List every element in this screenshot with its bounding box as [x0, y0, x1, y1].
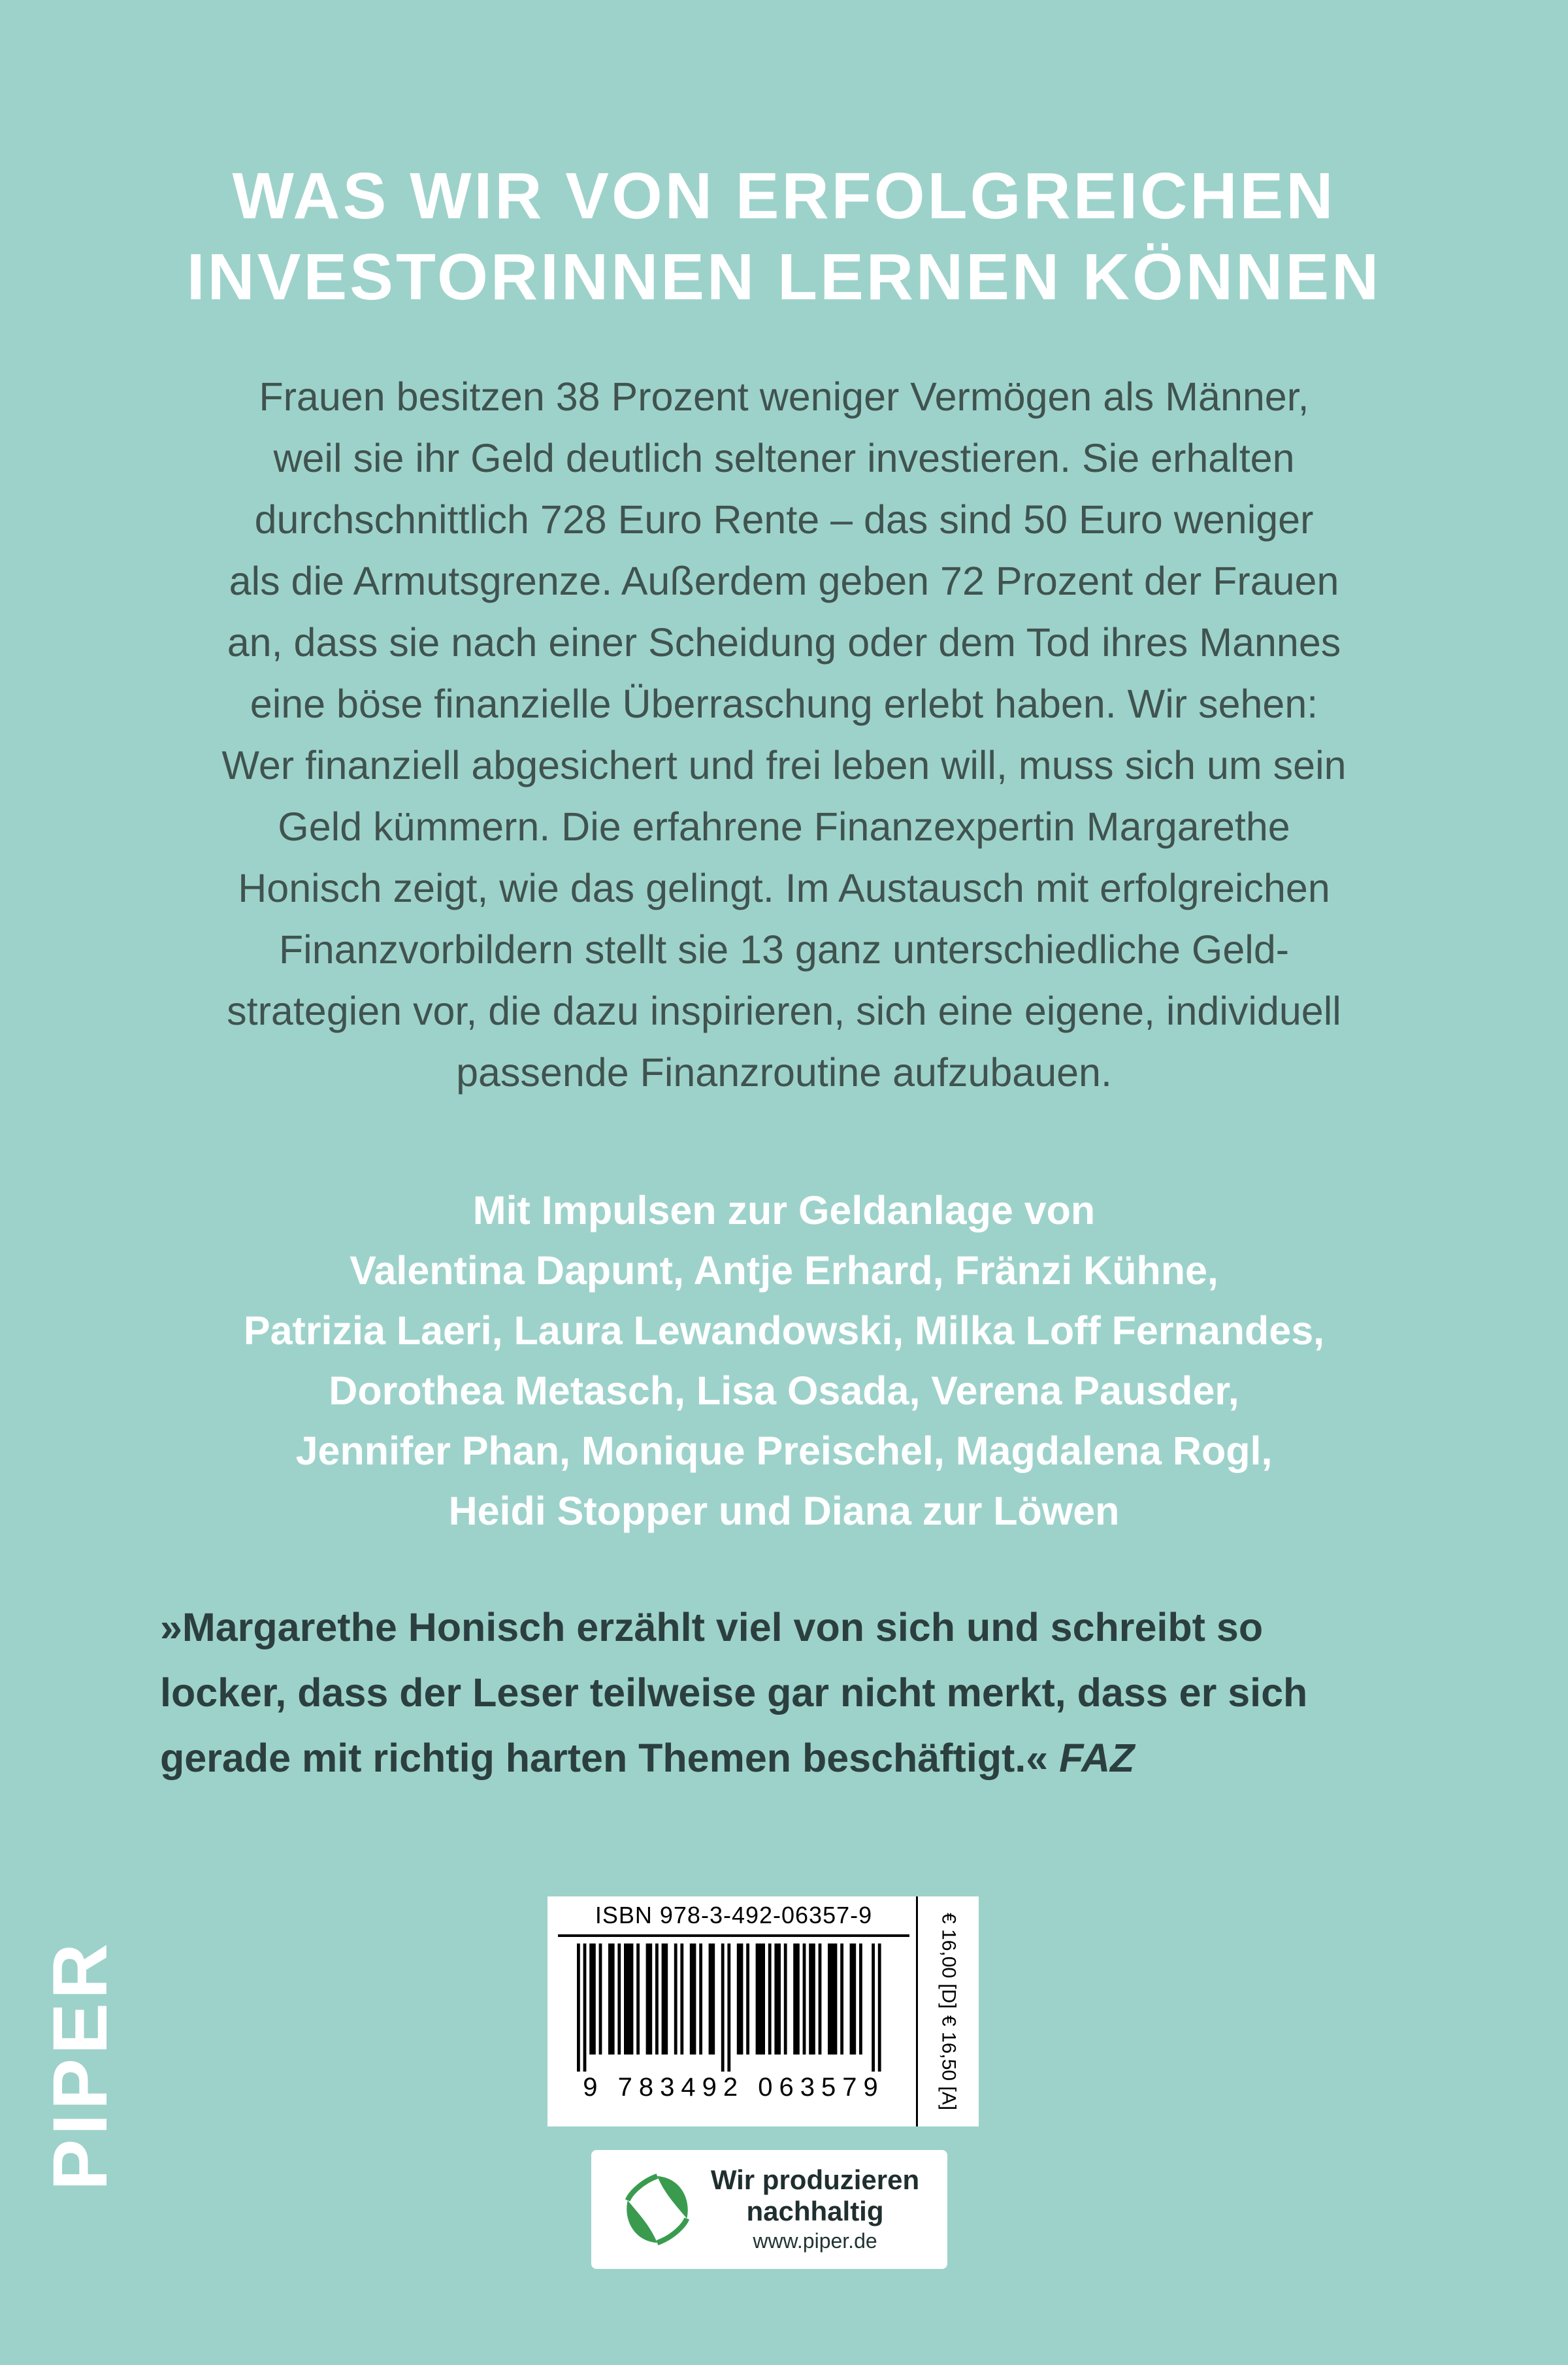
- contributors-line: Valentina Dapunt, Antje Erhard, Fränzi Kühne,: [350, 1248, 1218, 1293]
- price-germany: € 16,00 [D]: [938, 1913, 960, 2009]
- title-line: INVESTORINNEN LERNEN KÖNNEN: [186, 240, 1382, 314]
- title-line: WAS WIR VON ERFOLGREICHEN: [232, 159, 1336, 233]
- contributors-line: Heidi Stopper und Diana zur Löwen: [448, 1489, 1120, 1533]
- quote-source: FAZ: [1059, 1736, 1135, 1780]
- blurb-line: Geld kümmern. Die erfahrene Finanzexpertin Margarethe: [278, 804, 1290, 849]
- blurb-line: strategien vor, die dazu inspirieren, sich eine eigene, individuell: [227, 989, 1341, 1033]
- sustainability-box: [591, 2150, 947, 2269]
- blurb-paragraph: [0, 366, 1568, 1103]
- quote-line: »Margarethe Honisch erzählt viel von sich und schreibt so: [160, 1605, 1264, 1649]
- sustainability-line1: Wir produzieren: [710, 2164, 920, 2195]
- blurb-line: weil sie ihr Geld deutlich seltener investieren. Sie erhalten: [273, 436, 1295, 480]
- blurb-line: eine böse finanzielle Überraschung erlebt haben. Wir sehen:: [250, 682, 1318, 726]
- barcode-main-column: [547, 1896, 916, 2126]
- blurb-line: passende Finanzroutine aufzubauen.: [456, 1050, 1112, 1095]
- isbn-barcode-box: [547, 1896, 979, 2126]
- contributors-line: Jennifer Phan, Monique Preischel, Magdalena Rogl,: [295, 1429, 1273, 1473]
- quote-last-text: gerade mit richtig harten Themen beschäftigt.«: [160, 1736, 1049, 1780]
- sustainability-text: [711, 2164, 919, 2255]
- contributors-list: [0, 1180, 1568, 1541]
- blurb-line: Frauen besitzen 38 Prozent weniger Vermögen als Männer,: [259, 374, 1309, 419]
- blurb-line: Wer finanziell abgesichert und frei leben will, muss sich um sein: [221, 743, 1347, 787]
- quote-line: locker, dass der Leser teilweise gar nicht merkt, dass er sich: [160, 1670, 1308, 1715]
- quote-line-last: [160, 1725, 1467, 1791]
- price-austria: € 16,50 [A]: [938, 2015, 960, 2110]
- press-quote: [160, 1595, 1467, 1791]
- publisher-website: www.piper.de: [753, 2229, 877, 2253]
- cover-title: [0, 156, 1568, 318]
- price-strip: [916, 1896, 979, 2126]
- blurb-line: als die Armutsgrenze. Außerdem geben 72 Prozent der Frauen: [229, 559, 1339, 603]
- recycle-leaf-icon: [619, 2172, 695, 2247]
- blurb-line: an, dass sie nach einer Scheidung oder dem Tod ihres Mannes: [227, 620, 1341, 665]
- barcode-image: [577, 1943, 890, 2072]
- sustainability-line2: nachhaltig: [746, 2196, 884, 2226]
- isbn-label: ISBN 978-3-492-06357-9: [558, 1902, 909, 1937]
- piper-publisher-logo: PIPER: [37, 1939, 123, 2191]
- barcode-digits: 9 783492 063579: [583, 2073, 885, 2102]
- contributors-line: Patrizia Laeri, Laura Lewandowski, Milka Loff Fernandes,: [243, 1308, 1325, 1353]
- contributors-line: Mit Impulsen zur Geldanlage von: [472, 1188, 1096, 1232]
- blurb-line: Honisch zeigt, wie das gelingt. Im Austausch mit erfolgreichen: [238, 866, 1330, 910]
- contributors-line: Dorothea Metasch, Lisa Osada, Verena Pausder,: [329, 1368, 1239, 1413]
- blurb-line: Finanzvorbildern stellt sie 13 ganz unterschiedliche Geld-: [278, 927, 1290, 972]
- blurb-line: durchschnittlich 728 Euro Rente – das sind 50 Euro weniger: [254, 497, 1314, 542]
